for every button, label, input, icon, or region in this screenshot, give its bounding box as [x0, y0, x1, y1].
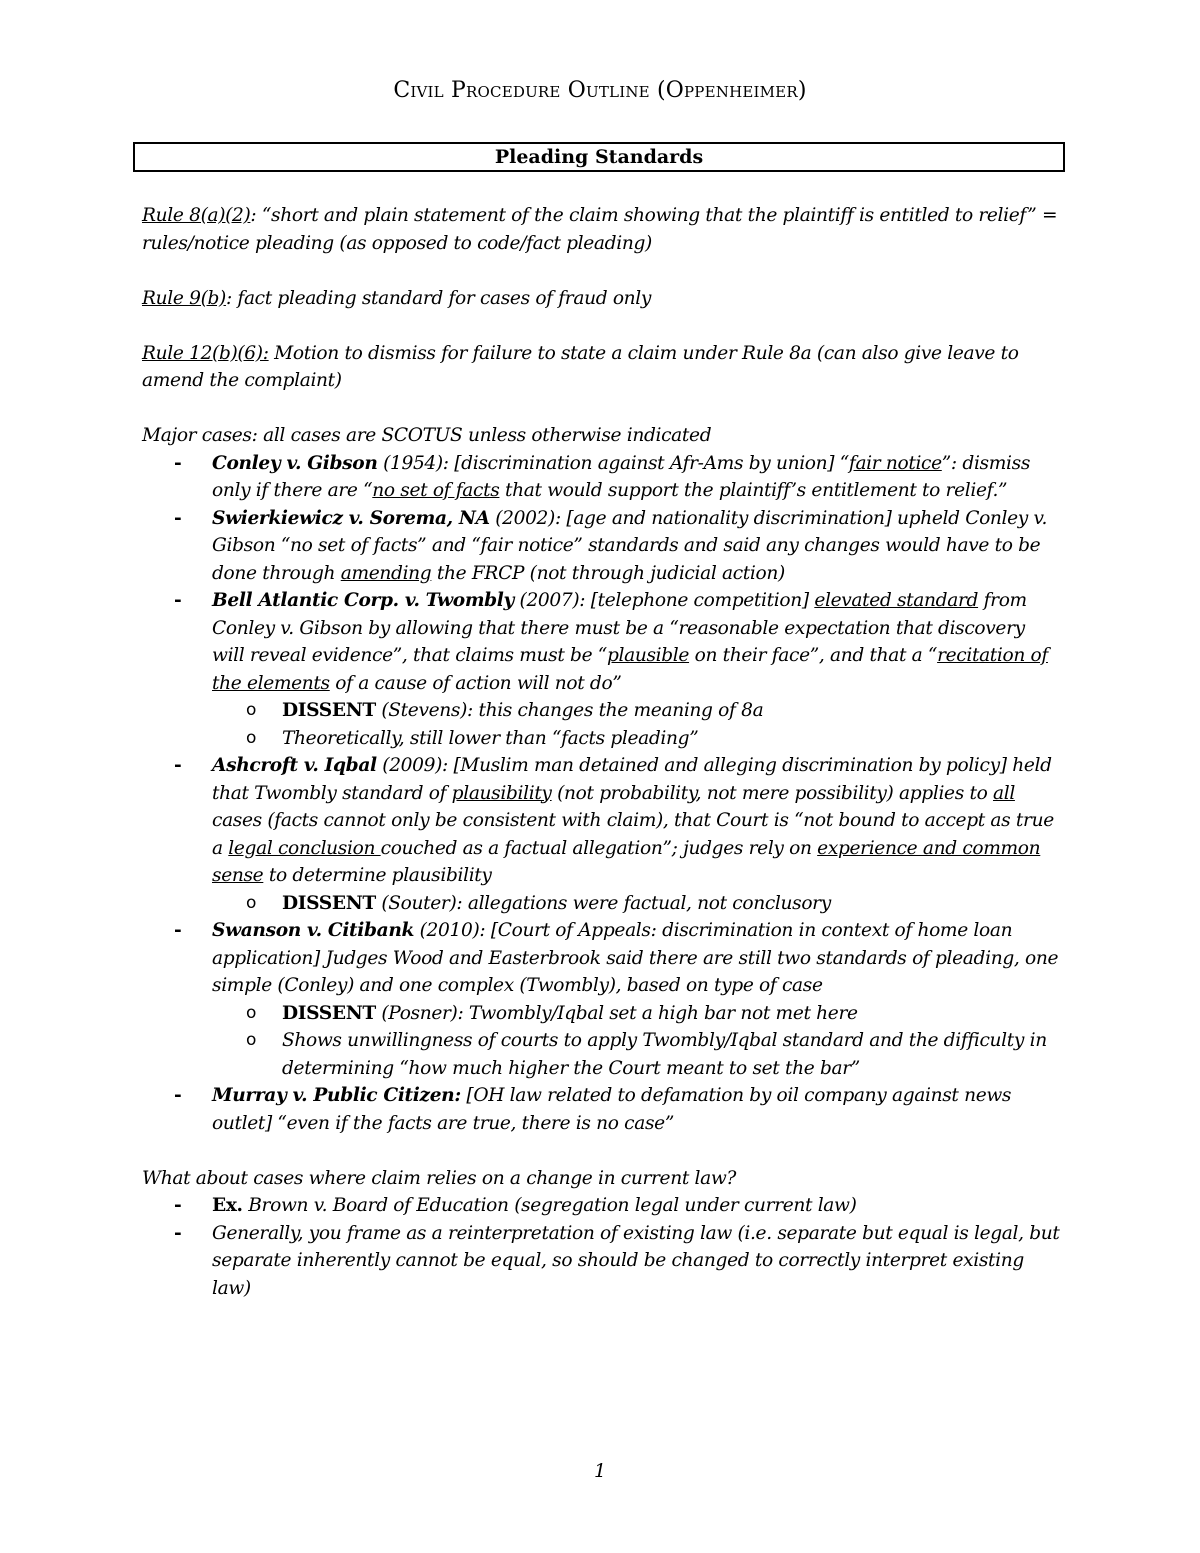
note-text: Theoretically, still lower than “facts pleading” [282, 727, 699, 749]
rule-8-text: : “short and plain statement of the claim showing that the plaintiff is entitled to relief” = rules/notice pleading (as opposed to code/fact pleading) [142, 205, 1058, 254]
case-underline: elevated standard [814, 590, 979, 611]
iqbal-dissent [282, 890, 1062, 918]
change-law-general [212, 1220, 1062, 1303]
case-twombly [212, 587, 1062, 752]
case-name: Swanson v. Citibank [212, 920, 415, 941]
change-law-list [142, 1192, 1062, 1302]
swanson-dissent [282, 1000, 1062, 1028]
dissent-label: DISSENT [282, 892, 376, 914]
outline-content [142, 202, 1062, 1302]
rule-9-paragraph [142, 285, 1062, 313]
major-cases-list [142, 450, 1062, 1138]
case-text: (not probability, not mere possibility) applies to [551, 782, 993, 804]
case-name: Murray v. Public Citizen: [212, 1085, 461, 1106]
case-underline: all [992, 782, 1015, 804]
example-label: Ex. [212, 1195, 243, 1216]
case-underline: fair notice [848, 452, 942, 474]
rule-8-label: Rule 8(a)(2) [142, 205, 251, 226]
example-text: Brown v. Board of Education (segregation legal under current law) [242, 1195, 857, 1216]
page-number: 1 [593, 1460, 607, 1482]
iqbal-sublist [212, 890, 1062, 918]
dissent-label: DISSENT [282, 700, 376, 721]
case-text: (2009): [Muslim man detained and alleging discrimination by policy] held that Twombly standard of [212, 755, 1052, 804]
case-text: [OH law related to defamation by oil company against news outlet] “even if the facts are true, there is no case” [212, 1085, 1012, 1134]
twombly-sublist [212, 697, 1062, 752]
case-text: of a cause of action will not do” [329, 672, 622, 694]
case-name: Bell Atlantic Corp. v. Twombly [212, 590, 514, 611]
change-law-example [212, 1192, 1062, 1220]
case-text: the FRCP (not through judicial action) [431, 562, 785, 584]
rule-12-label: Rule 12(b)(6): [142, 342, 269, 364]
change-law-heading: What about cases where claim relies on a change in current law? [142, 1167, 737, 1189]
rule-9-text: : fact pleading standard for cases of fraud only [225, 287, 652, 309]
case-swierkiewicz [212, 505, 1062, 588]
rule-8-paragraph [142, 202, 1062, 257]
case-underline: plausibility [451, 782, 552, 804]
general-text: Generally, you frame as a reinterpretation of existing law (i.e. separate but equal is legal, but separate inherently cannot be equal, so should be changed to correctly interpret existing law) [212, 1222, 1060, 1299]
case-underline: experience and common sense [212, 837, 1041, 886]
twombly-dissent [282, 697, 1062, 725]
rule-9-label: Rule 9(b) [142, 287, 226, 309]
section-heading-text: Pleading Standards [494, 146, 704, 168]
case-name: Conley v. Gibson [212, 452, 378, 474]
twombly-note [282, 725, 1062, 753]
note-text: Shows unwillingness of courts to apply Twombly/Iqbal standard and the difficulty in determining “how much higher the Court meant to set the bar” [282, 1030, 1047, 1079]
case-underline: recitation of the elements [212, 645, 1048, 694]
major-cases-heading: Major cases: all cases are SCOTUS unless otherwise indicated [142, 425, 712, 446]
case-text: from Conley v. Gibson by allowing that there must be a “reasonable expectation that discovery will reveal evidence”, that claims must be “ [212, 590, 1027, 666]
case-text: ”: dismiss only if there are “ [212, 452, 1031, 501]
case-name: Ashcroft v. Iqbal [212, 755, 377, 776]
dissent-text: (Posner): Twombly/Iqbal set a high bar not met here [375, 1002, 858, 1024]
case-murray [212, 1082, 1062, 1137]
case-underline: plausible [606, 645, 690, 666]
rule-12-text: Motion to dismiss for failure to state a claim under Rule 8a (can also give leave to amend the complaint) [142, 342, 1019, 391]
swanson-sublist [212, 1000, 1062, 1083]
rule-12-paragraph [142, 340, 1062, 395]
swanson-note [282, 1027, 1062, 1082]
dissent-text: (Souter): allegations were factual, not conclusory [375, 892, 831, 914]
case-text: (2010): [Court of Appeals: discrimination in context of home loan application] Judges Wood and Easterbrook said there are still two standards of pleading, one simple (Conley) and one complex (Twombly), based on type of case [212, 920, 1059, 996]
case-text: couched as a factual allegation”; judges rely on [380, 837, 818, 859]
section-heading [133, 142, 1065, 172]
case-text: (2002): [age and nationality discrimination] upheld Conley v. Gibson “no set of facts” and “fair notice” standards and said any changes would have to be done through [212, 507, 1048, 584]
case-underline: legal conclusion [228, 837, 381, 859]
case-iqbal [212, 752, 1062, 917]
dissent-label: DISSENT [282, 1002, 376, 1024]
case-name: Swierkiewicz v. Sorema, NA [212, 507, 490, 529]
case-swanson [212, 917, 1062, 1082]
case-text: that would support the plaintiff’s entitlement to relief.” [499, 480, 1008, 501]
case-underline: no set of facts [372, 480, 500, 501]
case-conley [212, 450, 1062, 505]
document-title: Civil Procedure Outline (Oppenheimer) [393, 78, 807, 103]
case-text: cases (facts cannot only be consistent with claim), that Court is “not bound to accept as true a [212, 810, 1054, 859]
case-underline: amending [340, 562, 432, 584]
case-text: on their face”, and that a “ [689, 645, 938, 666]
case-text: (1954): [discrimination against Afr-Ams by union] “ [377, 452, 849, 474]
case-text: to determine plausibility [263, 865, 492, 886]
dissent-text: (Stevens): this changes the meaning of 8a [375, 700, 764, 721]
case-text: (2007): [telephone competition] [513, 590, 815, 611]
